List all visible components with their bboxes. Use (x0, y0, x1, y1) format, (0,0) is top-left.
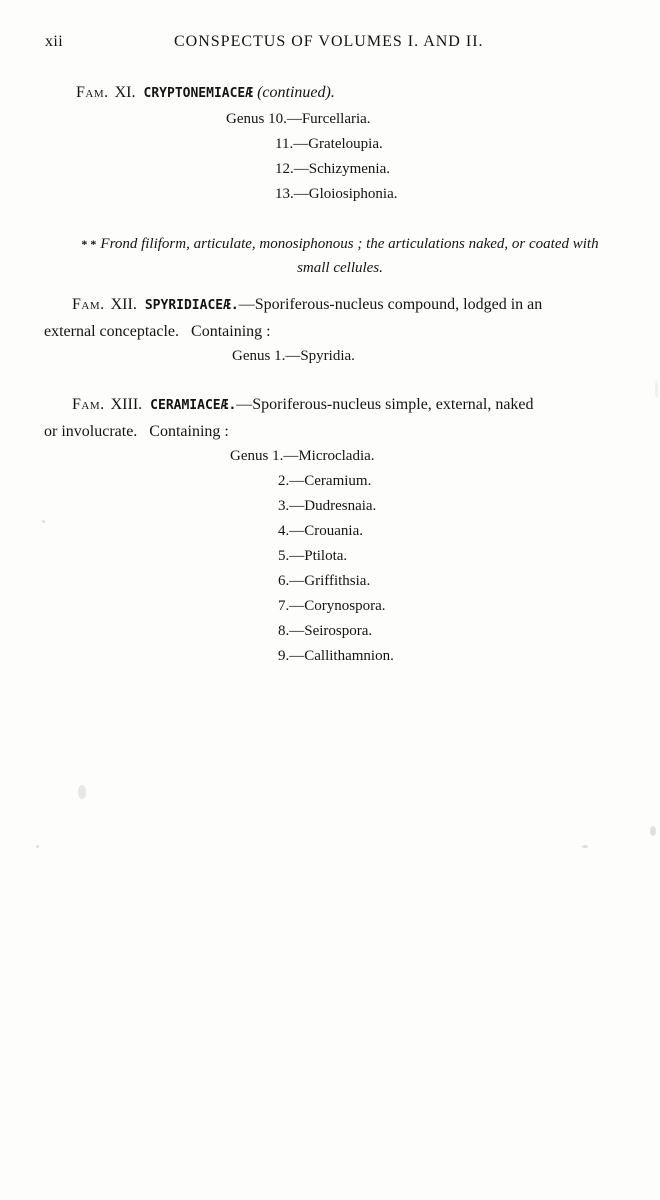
genus-entry: 3.—Dudresnaia. (278, 498, 377, 514)
genus-entry: 12.—Schizymenia. (275, 161, 390, 177)
continued-note: (continued). (257, 84, 335, 101)
page-header (0, 33, 660, 57)
family-xi-heading (76, 80, 335, 106)
paper-speck (78, 785, 86, 799)
note-line-1: Frond filiform, articulate, monosiphonous ; the articulations naked, or coated with (100, 236, 599, 252)
family-label: Fam. (76, 84, 109, 101)
paper-speck (650, 826, 656, 836)
page-number: xii (45, 33, 64, 50)
genus-entry: Genus 1.—Spyridia. (232, 348, 355, 364)
genus-entry: Genus 10.—Furcellaria. (226, 111, 371, 127)
paper-speck (655, 380, 658, 398)
genus-entry: 13.—Gloiosiphonia. (275, 186, 398, 202)
paper-speck (36, 845, 39, 848)
genus-entry: 7.—Corynospora. (278, 598, 386, 614)
genus-entry: 6.—Griffithsia. (278, 573, 371, 589)
genus-entry: 4.—Crouania. (278, 523, 363, 539)
running-title: CONSPECTUS OF VOLUMES I. AND II. (174, 33, 484, 50)
genus-entry: 5.—Ptilota. (278, 548, 348, 564)
genus-entry: 2.—Ceramium. (278, 473, 372, 489)
family-xiii-paragraph (44, 392, 632, 445)
family-number: XI. (114, 84, 136, 101)
note-line-2: small cellules. (297, 260, 383, 276)
asterisks: * * (81, 237, 97, 251)
family-description-cont: external conceptacle. Containing : (44, 323, 271, 340)
family-name: SPYRIDIACEÆ. (144, 298, 239, 313)
family-label: Fam. (72, 396, 105, 413)
family-name: CERAMIACEÆ. (150, 398, 237, 413)
paper-speck (582, 845, 588, 848)
paper-speck (42, 520, 45, 523)
family-name: CRYPTONEMIACEÆ (143, 86, 254, 101)
family-description: —Sporiferous-nucleus simple, external, naked (236, 396, 534, 413)
genus-entry: Genus 1.—Microcladia. (230, 448, 375, 464)
family-xii-paragraph (44, 292, 632, 345)
family-description-cont: or involucrate. Containing : (44, 423, 229, 440)
section-note (44, 232, 636, 280)
family-description: —Sporiferous-nucleus compound, lodged in an (238, 296, 543, 313)
genus-entry: 9.—Callithamnion. (278, 648, 394, 664)
family-number: XIII. (110, 396, 143, 413)
genus-entry: 8.—Seirospora. (278, 623, 373, 639)
family-label: Fam. (72, 296, 105, 313)
genus-entry: 11.—Grateloupia. (275, 136, 383, 152)
family-number: XII. (110, 296, 137, 313)
